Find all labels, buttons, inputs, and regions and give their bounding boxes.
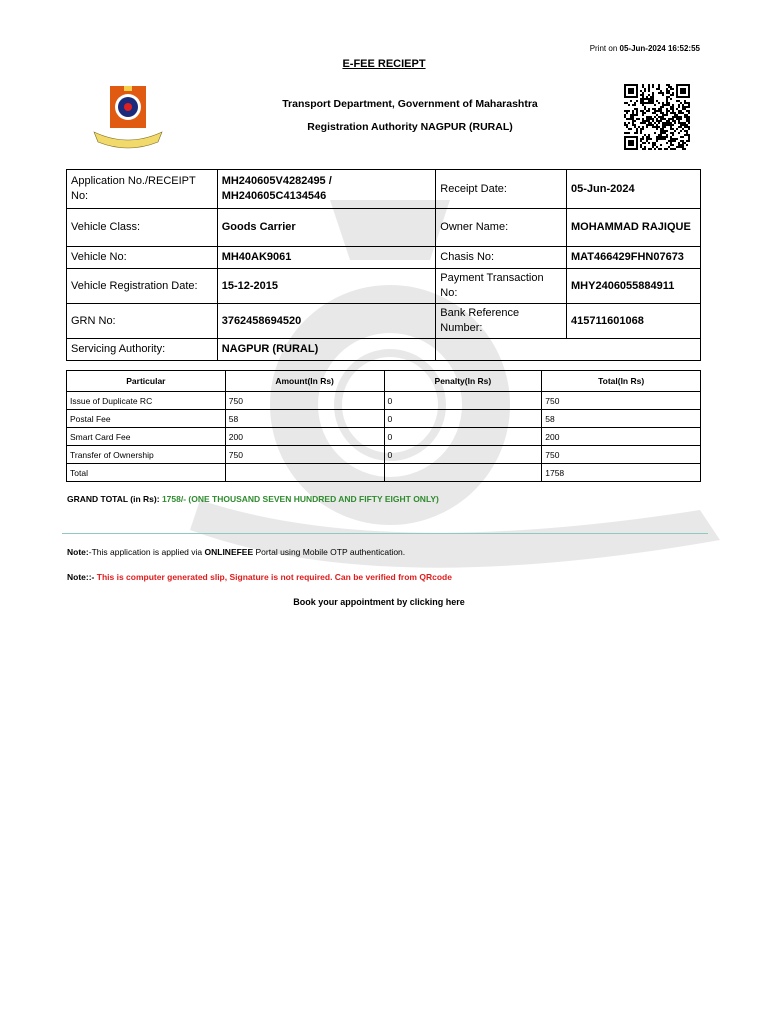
fee-cell: 0	[384, 428, 542, 446]
print-datetime: 05-Jun-2024 16:52:55	[619, 44, 700, 53]
fee-header: Total(In Rs)	[542, 371, 701, 392]
fee-total-row	[67, 464, 701, 482]
fee-cell: 1758	[542, 464, 701, 482]
fee-header-row	[67, 371, 701, 392]
note-signature	[67, 572, 452, 582]
fee-cell: 750	[225, 446, 384, 464]
note1-pre: -This application is applied via	[88, 547, 205, 557]
fee-cell: 750	[542, 392, 701, 410]
info-row	[67, 209, 701, 247]
fee-cell: 58	[542, 410, 701, 428]
fee-row	[67, 428, 701, 446]
receipt-title: E-FEE RECIEPT	[342, 58, 426, 70]
info-value: MH40AK9061	[217, 247, 436, 269]
info-label: Vehicle Class:	[67, 209, 218, 247]
fee-header: Particular	[67, 371, 226, 392]
info-value: MHY2406055884911	[567, 269, 701, 304]
fee-row	[67, 392, 701, 410]
info-row	[67, 304, 701, 339]
qr-code	[624, 84, 696, 150]
fee-cell: 0	[384, 392, 542, 410]
info-label: Servicing Authority:	[67, 339, 218, 361]
fee-header: Penalty(In Rs)	[384, 371, 542, 392]
info-value: 415711601068	[567, 304, 701, 339]
grand-total-value: 1758/- (ONE THOUSAND SEVEN HUNDRED AND FIFTY EIGHT ONLY)	[161, 494, 439, 504]
info-value: Goods Carrier	[217, 209, 436, 247]
info-row	[67, 247, 701, 269]
info-label: Owner Name:	[436, 209, 567, 247]
info-value: MH240605V4282495 / MH240605C4134546	[217, 170, 436, 209]
grand-total-label: GRAND TOTAL (in Rs):	[67, 494, 160, 504]
fee-cell: 0	[384, 410, 542, 428]
fee-row	[67, 446, 701, 464]
print-prefix: Print on	[589, 44, 620, 53]
fee-cell: Total	[67, 464, 226, 482]
fee-cell: 58	[225, 410, 384, 428]
fee-cell: 200	[542, 428, 701, 446]
note2-text: This is computer generated slip, Signature is not required. Can be verified from QRcode	[96, 572, 452, 582]
fee-cell: Smart Card Fee	[67, 428, 226, 446]
book-appointment-link[interactable]: Book your appointment by clicking here	[293, 597, 465, 607]
fee-cell: 750	[225, 392, 384, 410]
info-label: Application No./RECEIPT No:	[67, 170, 218, 209]
info-value: 05-Jun-2024	[567, 170, 701, 209]
fee-cell: 200	[225, 428, 384, 446]
info-value: MOHAMMAD RAJIQUE	[567, 209, 701, 247]
note-otp	[67, 547, 405, 557]
info-label: Vehicle Registration Date:	[67, 269, 218, 304]
receipt-info-table	[66, 169, 701, 361]
note1-bold: ONLINEFEE	[204, 547, 254, 557]
print-timestamp	[590, 44, 700, 53]
info-label: GRN No:	[67, 304, 218, 339]
info-value: 3762458694520	[217, 304, 436, 339]
department-name: Transport Department, Government of Maharashtra	[282, 98, 538, 110]
fee-cell: Transfer of Ownership	[67, 446, 226, 464]
info-row	[67, 339, 701, 361]
info-empty-cell	[436, 339, 701, 361]
info-value: NAGPUR (RURAL)	[217, 339, 436, 361]
grand-total	[67, 494, 439, 504]
info-value: MAT466429FHN07673	[567, 247, 701, 269]
fee-cell: Issue of Duplicate RC	[67, 392, 226, 410]
fee-cell: 0	[384, 446, 542, 464]
info-row	[67, 170, 701, 209]
info-label: Receipt Date:	[436, 170, 567, 209]
fee-cell: Postal Fee	[67, 410, 226, 428]
note1-label: Note:	[67, 547, 89, 557]
divider	[62, 533, 708, 534]
info-value: 15-12-2015	[217, 269, 436, 304]
info-label: Payment Transaction No:	[436, 269, 567, 304]
maharashtra-transport-emblem	[88, 82, 168, 152]
fee-table	[66, 370, 701, 482]
note2-label: Note::-	[67, 572, 97, 582]
info-label: Chasis No:	[436, 247, 567, 269]
info-label: Bank Reference Number:	[436, 304, 567, 339]
fee-cell: 750	[542, 446, 701, 464]
fee-header: Amount(In Rs)	[225, 371, 384, 392]
fee-cell	[225, 464, 384, 482]
note1-post: Portal using Mobile OTP authentication.	[253, 547, 406, 557]
info-row	[67, 269, 701, 304]
info-label: Vehicle No:	[67, 247, 218, 269]
fee-row	[67, 410, 701, 428]
fee-cell	[384, 464, 542, 482]
registration-authority: Registration Authority NAGPUR (RURAL)	[307, 121, 513, 133]
